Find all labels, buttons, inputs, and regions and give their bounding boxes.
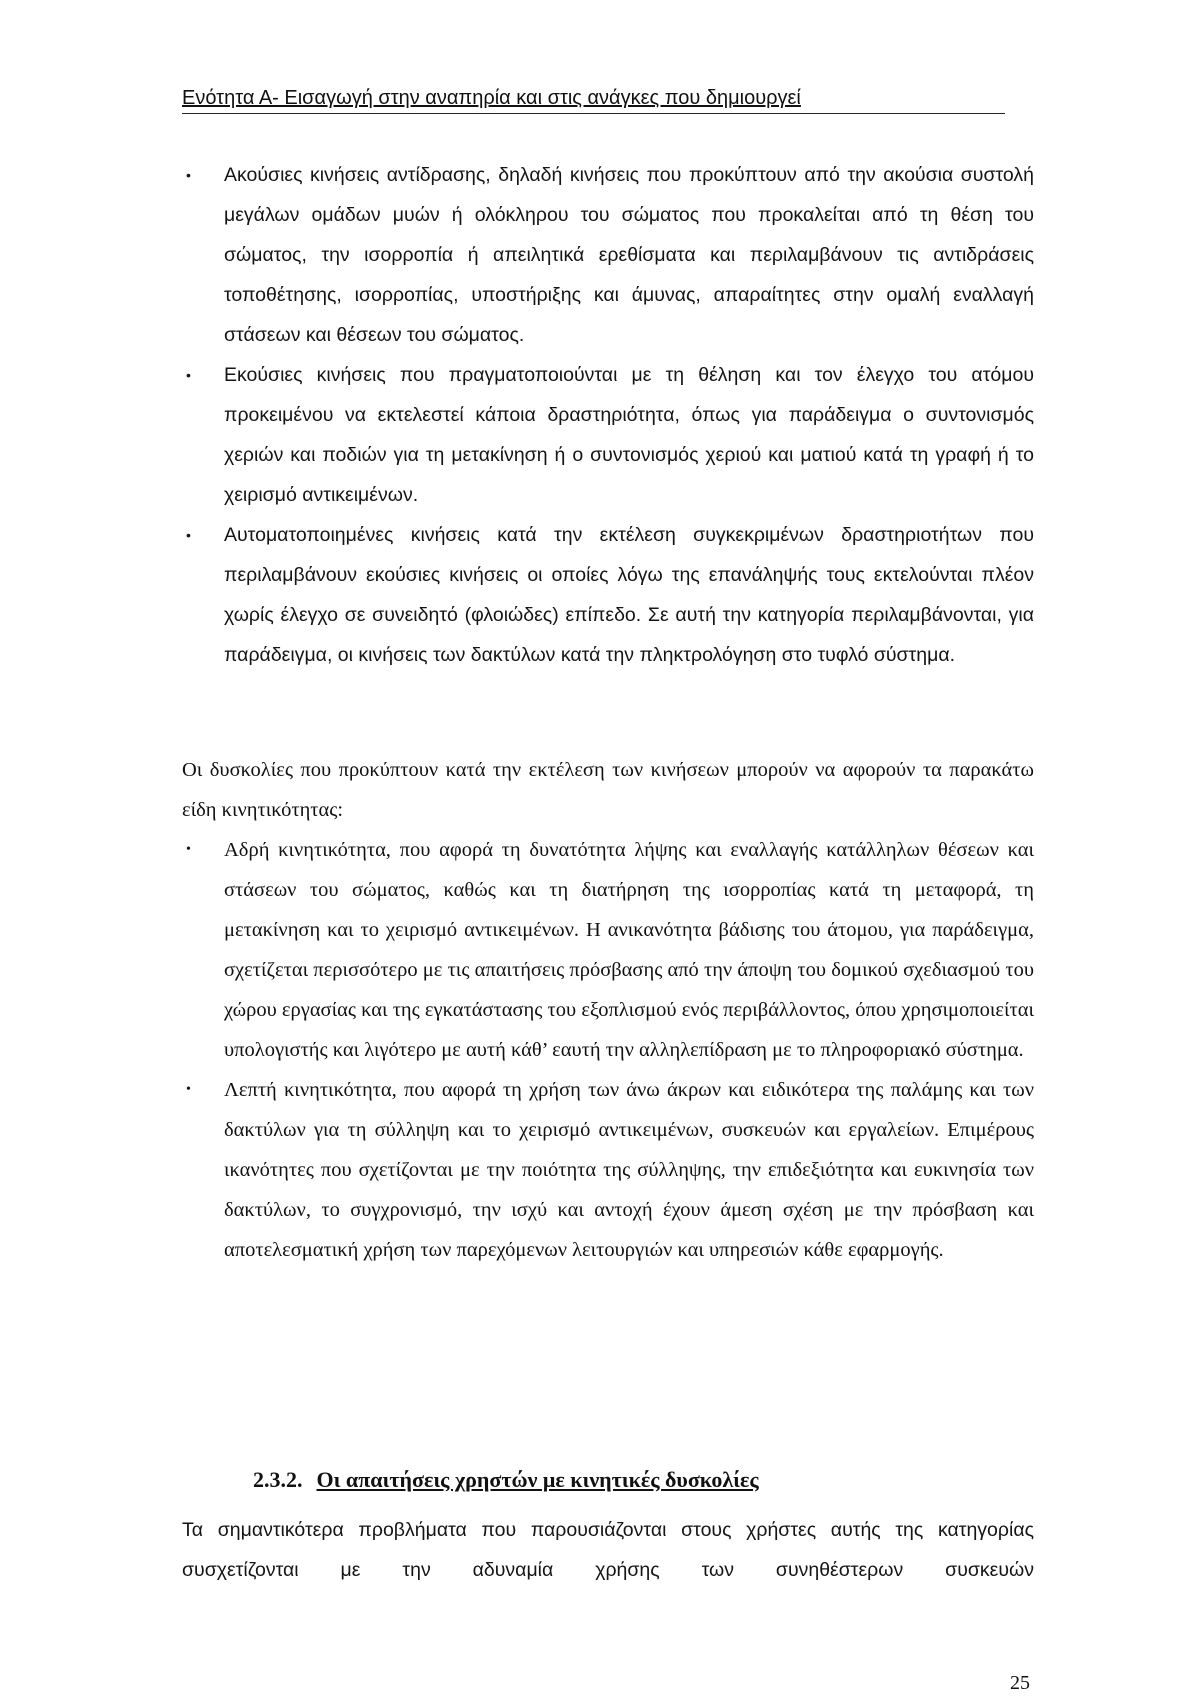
movement-types-list-block bbox=[182, 155, 1034, 675]
section-title: Οι απαιτήσεις χρηστών με κινητικές δυσκολίες bbox=[316, 1467, 759, 1492]
motor-skills-list bbox=[182, 830, 1034, 1270]
bullet-icon: • bbox=[186, 167, 191, 183]
bullet-icon: • bbox=[186, 367, 191, 383]
bullet-icon: • bbox=[186, 527, 191, 543]
difficulties-block bbox=[182, 750, 1034, 1270]
list-item bbox=[182, 155, 1034, 355]
running-header-title: Ενότητα Α- Εισαγωγή στην αναπηρία και στις ανάγκες που δημιουργεί bbox=[182, 87, 801, 109]
list-item-text: Εκούσιες κινήσεις που πραγματοποιούνται με τη θέληση και τον έλεγχο του ατόμου προκειμένου να εκτελεστεί κάποια δραστηριότητα, όπως για παράδειγμα ο συντονισμός χεριών και ποδιών για τη μετακίνηση ή ο συντονισμός χεριού και ματιού κατά τη γραφή ή το χειρισμό αντικειμένων. bbox=[224, 364, 1034, 506]
list-item bbox=[182, 1070, 1034, 1270]
section-body-text: Τα σημαντικότερα προβλήματα που παρουσιάζονται στους χρήστες αυτής της κατηγορίας συσχετίζονται με την αδυναμία χρήσης των συνηθέστερων συσκευών bbox=[182, 1519, 1034, 1581]
movement-types-list bbox=[182, 155, 1034, 675]
difficulties-intro: Οι δυσκολίες που προκύπτουν κατά την εκτέλεση των κινήσεων μπορούν να αφορούν τα παρακάτω είδη κινητικότητας: bbox=[182, 759, 1034, 821]
section-heading bbox=[253, 1465, 759, 1495]
section-body-block bbox=[182, 1510, 1034, 1590]
list-item bbox=[182, 830, 1034, 1070]
list-item bbox=[182, 355, 1034, 515]
list-item-text: Αυτοματοποιημένες κινήσεις κατά την εκτέλεση συγκεκριμένων δραστηριοτήτων που περιλαμβάνουν εκούσιες κινήσεις οι οποίες λόγω της επανάληψής τους εκτελούνται πλέον χωρίς έλεγχο σε συνειδητό (φλοιώδες) επίπεδο. Σε αυτή την κατηγορία περιλαμβάνονται, για παράδειγμα, οι κινήσεις των δακτύλων κατά την πληκτρολόγηση στο τυφλό σύστημα. bbox=[224, 524, 1034, 666]
bullet-icon: • bbox=[186, 1082, 191, 1097]
page-number: 25 bbox=[1010, 1672, 1030, 1694]
list-item bbox=[182, 515, 1034, 675]
bullet-icon: • bbox=[186, 842, 191, 857]
list-item-text: Ακούσιες κινήσεις αντίδρασης, δηλαδή κινήσεις που προκύπτουν από την ακούσια συστολή μεγάλων ομάδων μυών ή ολόκληρου του σώματος που προκαλείται από τη θέση του σώματος, την ισορροπία ή απειλητικά ερεθίσματα και περιλαμβάνουν τις αντιδράσεις τοποθέτησης, ισορροπίας, υποστήριξης και άμυνας, απαραίτητες στην ομαλή εναλλαγή στάσεων και θέσεων του σώματος. bbox=[224, 164, 1034, 346]
running-header bbox=[182, 86, 1005, 114]
list-item-text: Λεπτή κινητικότητα, που αφορά τη χρήση των άνω άκρων και ειδικότερα της παλάμης και των δακτύλων για τη σύλληψη και το χειρισμό αντικειμένων, συσκευών και εργαλείων. Επιμέρους ικανότητες που σχετίζονται με την ποιότητα της σύλληψης, την επιδεξιότητα και ευκινησία των δακτύλων, το συγχρονισμό, την ισχύ και αντοχή έχουν άμεση σχέση με την πρόσβαση και αποτελεσματική χρήση των παρεχόμενων λειτουργιών και υπηρεσιών κάθε εφαρμογής. bbox=[224, 1079, 1034, 1261]
list-item-text: Αδρή κινητικότητα, που αφορά τη δυνατότητα λήψης και εναλλαγής κατάλληλων θέσεων και στάσεων του σώματος, καθώς και τη διατήρηση της ισορροπίας κατά τη μεταφορά, τη μετακίνηση και το χειρισμό αντικειμένων. Η ανικανότητα βάδισης του άτομου, για παράδειγμα, σχετίζεται περισσότερο με τις απαιτήσεις πρόσβασης από την άποψη του δομικού σχεδιασμού του χώρου εργασίας και της εγκατάστασης του εξοπλισμού ενός περιβάλλοντος, όπου χρησιμοποιείται υπολογιστής και λιγότερο με αυτή κάθ’ εαυτή την αλληλεπίδραση με το πληροφοριακό σύστημα. bbox=[224, 839, 1034, 1061]
section-number: 2.3.2. bbox=[253, 1467, 303, 1492]
